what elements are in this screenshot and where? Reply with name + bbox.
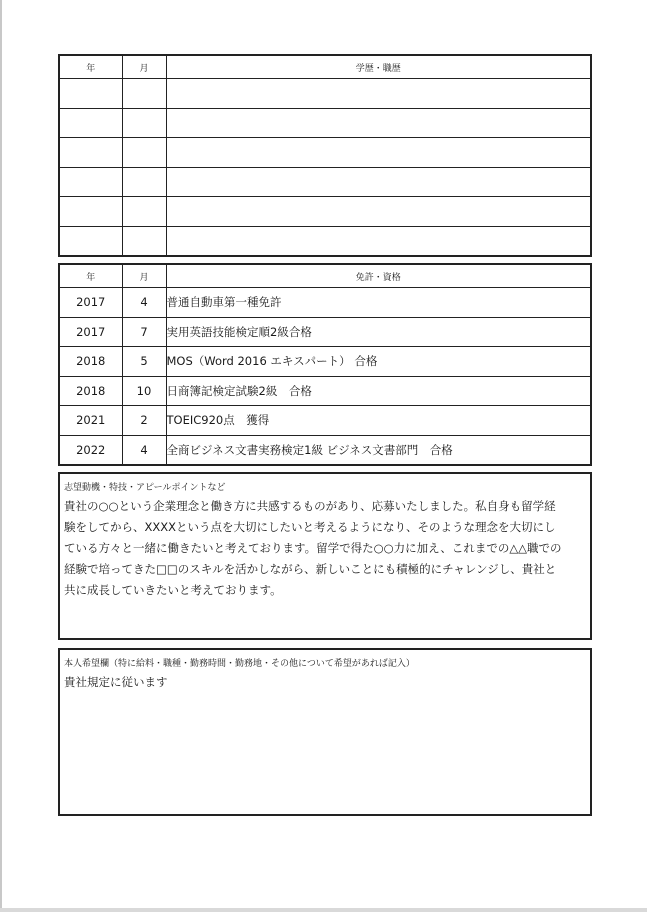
entry-cell <box>166 226 591 256</box>
page-bottom-border <box>0 908 647 912</box>
entry-cell <box>166 167 591 197</box>
entry-cell <box>166 138 591 168</box>
education-header: 学歴・職歴 <box>166 55 591 79</box>
year-cell <box>59 197 122 227</box>
entry-cell <box>166 197 591 227</box>
table-row <box>59 347 591 377</box>
licenses-table <box>58 263 592 466</box>
table-row <box>59 197 591 227</box>
table-row <box>59 167 591 197</box>
motivation-line: 験をしてから、XXXXという点を大切にしたいと考えるようになり、そのような理念を大切にし <box>64 520 556 534</box>
motivation-heading: 志望動機・特技・アピールポイントなど <box>64 483 226 493</box>
education-history-table <box>58 54 592 257</box>
year-cell <box>59 79 122 109</box>
month-cell <box>122 138 166 168</box>
motivation-line: 共に成長していきたいと考えております。 <box>64 583 282 597</box>
month-cell: 5 <box>122 347 166 377</box>
month-cell <box>122 197 166 227</box>
motivation-box <box>58 472 592 640</box>
license-cell: 日商簿記検定試験2級 合格 <box>166 376 591 406</box>
month-cell <box>122 79 166 109</box>
table-header-row <box>59 55 591 79</box>
month-cell: 10 <box>122 376 166 406</box>
year-cell: 2022 <box>59 435 122 465</box>
table-row <box>59 138 591 168</box>
year-cell <box>59 108 122 138</box>
entry-cell <box>166 79 591 109</box>
month-header: 月 <box>122 55 166 79</box>
year-cell: 2017 <box>59 288 122 318</box>
request-heading: 本人希望欄（特に給料・職種・勤務時間・勤務地・その他について希望があれば記入） <box>64 659 415 669</box>
motivation-line: ている方々と一緒に働きたいと考えております。留学で得た○○力に加え、これまでの△△職での <box>64 541 562 555</box>
year-cell: 2021 <box>59 406 122 436</box>
motivation-text <box>64 496 584 601</box>
year-cell <box>59 226 122 256</box>
month-cell: 7 <box>122 317 166 347</box>
month-cell: 2 <box>122 406 166 436</box>
license-cell: 実用英語技能検定順2級合格 <box>166 317 591 347</box>
license-header: 免許・資格 <box>166 264 591 288</box>
year-cell: 2018 <box>59 347 122 377</box>
entry-cell <box>166 108 591 138</box>
request-text: 貴社規定に従います <box>64 675 168 689</box>
personal-request-box <box>58 648 592 816</box>
table-row <box>59 288 591 318</box>
month-cell: 4 <box>122 288 166 318</box>
month-cell <box>122 226 166 256</box>
motivation-line: 経験で培ってきた□□のスキルを活かしながら、新しいことにも積極的にチャレンジし、貴社と <box>64 562 557 576</box>
table-row <box>59 226 591 256</box>
table-row <box>59 406 591 436</box>
year-cell <box>59 138 122 168</box>
year-cell: 2017 <box>59 317 122 347</box>
table-row <box>59 435 591 465</box>
table-header-row <box>59 264 591 288</box>
table-row <box>59 317 591 347</box>
year-cell <box>59 167 122 197</box>
table-row <box>59 108 591 138</box>
page-left-border <box>0 0 2 912</box>
month-cell: 4 <box>122 435 166 465</box>
license-cell: TOEIC920点 獲得 <box>166 406 591 436</box>
year-cell: 2018 <box>59 376 122 406</box>
license-cell: 普通自動車第一種免許 <box>166 288 591 318</box>
year-header: 年 <box>59 264 122 288</box>
table-row <box>59 79 591 109</box>
license-cell: MOS（Word 2016 エキスパート） 合格 <box>166 347 591 377</box>
motivation-line: 貴社の○○という企業理念と働き方に共感するものがあり、応募いたしました。私自身も留学経 <box>64 499 556 513</box>
license-cell: 全商ビジネス文書実務検定1級 ビジネス文書部門 合格 <box>166 435 591 465</box>
year-header: 年 <box>59 55 122 79</box>
table-row <box>59 376 591 406</box>
month-header: 月 <box>122 264 166 288</box>
month-cell <box>122 167 166 197</box>
month-cell <box>122 108 166 138</box>
